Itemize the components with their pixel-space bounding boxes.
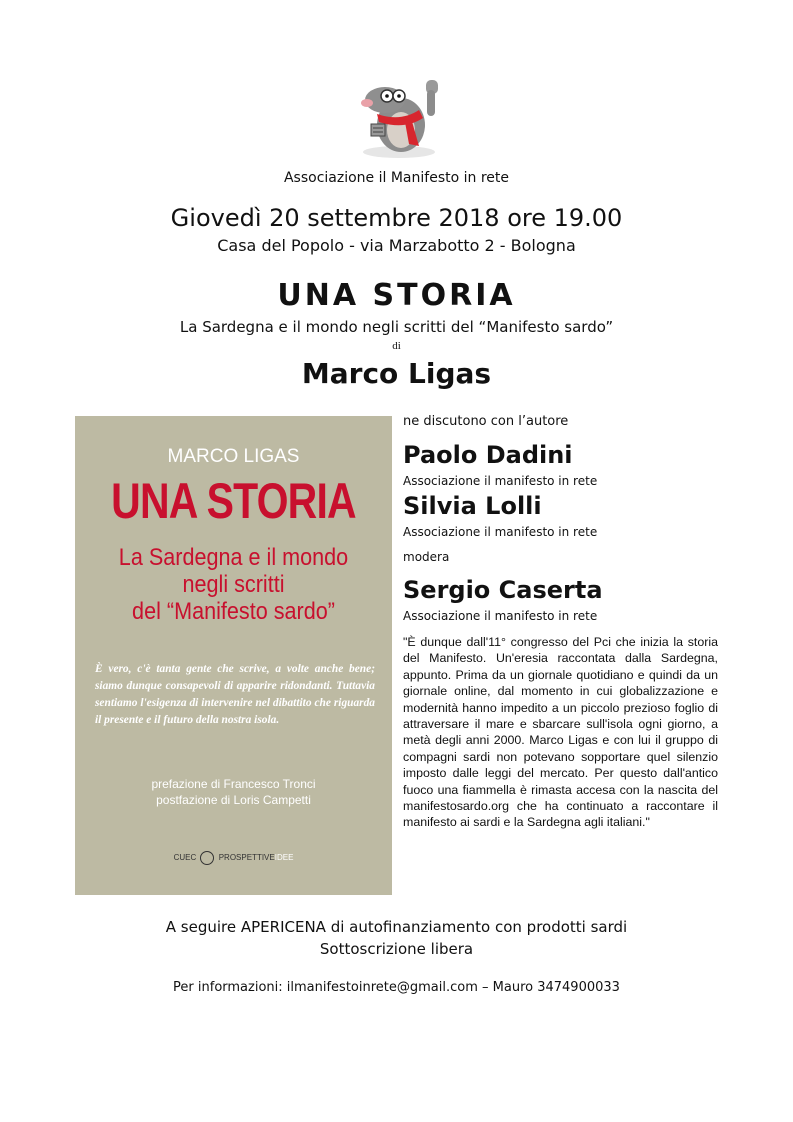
cover-postface: postfazione di Loris Campetti (156, 793, 311, 807)
panel-intro: ne discutono con l’autore (403, 414, 569, 429)
mole-with-glasses-and-scarf-icon (349, 70, 449, 160)
cover-publisher (75, 851, 392, 865)
cover-subtitle (91, 544, 376, 625)
moderator-name: Sergio Caserta (403, 576, 603, 604)
by-label: di (392, 340, 401, 352)
speaker-name: Silvia Lolli (403, 492, 542, 520)
cover-subtitle-line: La Sardegna e il mondo (118, 544, 349, 571)
book-description-quote: "È dunque dall'11° congresso del Pci che inizia la storia del Manifesto. Un'eresia raccontata dalla Sardegna, appunto. Prima da un giornale quotidiano e quindi da un giornale online, dal momento in cui globalizzazione e modernità hanno impedito a un piccolo prezioso foglio di attraversare il mare e sbarcare sull'isola ogni giorno, a metà degli anni 2000. Marco Ligas e con lui il gruppo di compagni sardi non potevano sopportare quel silenzio imposto dalle leggi del mercato. Per questo dall'antico fuoco una fiammella è rimasta accesa con la nascita del manifestosardo.org che ha continuato a raccontare il manifesto ai sardi e la Sardegna agli italiani." (403, 635, 718, 830)
cover-author: MARCO LIGAS (167, 446, 300, 467)
apericena-note: A seguire APERICENA di autofinanziamento con prodotti sardi (165, 918, 628, 936)
publisher-name: CUEC (173, 853, 197, 863)
subscription-note: Sottoscrizione libera (319, 940, 474, 958)
book-author: Marco Ligas (301, 357, 492, 390)
cover-credits (75, 776, 392, 808)
cover-subtitle-line: del “Manifesto sardo” (132, 598, 335, 625)
moderator-label: modera (403, 550, 450, 564)
publisher-series: PROSPETTIVE (218, 853, 275, 863)
event-date-time: Giovedì 20 settembre 2018 ore 19.00 (170, 204, 623, 232)
speaker-name: Paolo Dadini (403, 441, 573, 469)
book-cover (75, 416, 392, 895)
publisher-logo-icon (200, 851, 214, 865)
cover-preface: prefazione di Francesco Tronci (151, 777, 316, 791)
event-venue: Casa del Popolo - via Marzabotto 2 - Bologna (217, 236, 576, 255)
moderator-affiliation: Associazione il manifesto in rete (403, 609, 598, 623)
publisher-series-suffix: IDEE (274, 853, 294, 863)
cover-quote: È vero, c'è tanta gente che scrive, a volte anche bene; siamo dunque consapevoli di apparire ridondanti. Tuttavia sentiamo l'esigenza di intervenire nel dibattito che riguarda il presente e il futuro della nostra isola. (95, 663, 375, 726)
cover-title: UNA STORIA (111, 473, 356, 529)
speaker-affiliation: Associazione il manifesto in rete (403, 525, 598, 539)
contact-info: Per informazioni: ilmanifestoinrete@gmail.com – Mauro 3474900033 (173, 980, 620, 995)
book-title: UNA STORIA (277, 278, 516, 313)
book-subtitle: La Sardegna e il mondo negli scritti del “Manifesto sardo” (179, 318, 614, 336)
organization-name: Associazione il Manifesto in rete (283, 170, 509, 186)
cover-subtitle-line: negli scritti (182, 571, 285, 598)
speaker-affiliation: Associazione il manifesto in rete (403, 474, 598, 488)
